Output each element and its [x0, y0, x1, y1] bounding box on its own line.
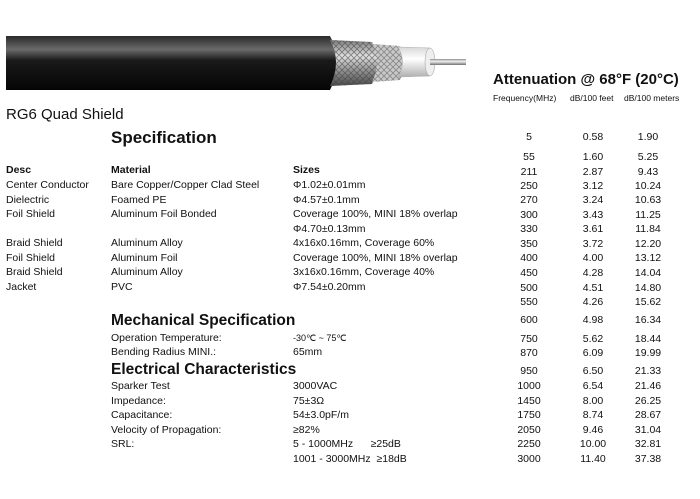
attenuation-db-per-100m: 12.20 [634, 238, 662, 250]
attenuation-db-per-100m: 13.12 [634, 252, 662, 264]
frequency-column-header: Frequency(MHz) [493, 93, 557, 103]
mechanical-label: Bending Radius MINI.: [111, 346, 217, 358]
attenuation-db-per-100ft: 5.62 [582, 333, 604, 345]
attenuation-db-per-100ft: 9.46 [582, 424, 604, 436]
attenuation-frequency: 950 [520, 365, 538, 377]
spec-material: Aluminum Foil Bonded [111, 208, 217, 220]
attenuation-db-per-100ft: 3.43 [582, 209, 604, 221]
attenuation-frequency: 1750 [517, 409, 541, 421]
attenuation-db-per-100m: 9.43 [637, 166, 659, 178]
mechanical-value: 65mm [293, 346, 323, 358]
attenuation-db-per-100m: 21.33 [634, 365, 662, 377]
desc-column-header: Desc [6, 164, 32, 176]
electrical-label: SRL: [111, 438, 135, 450]
electrical-value: 1001 - 3000MHz ≥18dB [293, 453, 407, 465]
attenuation-db-per-100ft: 4.00 [582, 252, 604, 264]
spec-desc: Jacket [6, 281, 37, 293]
attenuation-db-per-100ft: 3.61 [582, 223, 604, 235]
spec-material: Foamed PE [111, 194, 167, 206]
attenuation-db-per-100ft: 3.72 [582, 238, 604, 250]
attenuation-db-per-100ft: 6.50 [582, 365, 604, 377]
attenuation-db-per-100m: 11.25 [635, 209, 661, 221]
spec-material: Aluminum Foil [111, 252, 178, 264]
attenuation-db-per-100m: 28.67 [634, 409, 662, 421]
electrical-label: Capacitance: [111, 409, 173, 421]
spec-size: Coverage 100%, MINI 18% overlap [293, 252, 458, 264]
attenuation-db-per-100ft: 4.26 [582, 296, 604, 308]
attenuation-db-per-100m: 21.46 [634, 380, 662, 392]
attenuation-db-per-100ft: 2.87 [582, 166, 604, 178]
electrical-value: 5 - 1000MHz ≥25dB [293, 438, 401, 450]
spec-size: Φ7.54±0.20mm [293, 281, 366, 293]
attenuation-db-per-100m: 11.84 [635, 223, 661, 235]
attenuation-heading: Attenuation @ 68°F (20°C) [493, 71, 679, 88]
attenuation-db-per-100ft: 8.00 [582, 395, 604, 407]
attenuation-frequency: 330 [520, 223, 538, 235]
spec-material: Aluminum Alloy [111, 237, 183, 249]
electrical-label: Velocity of Propagation: [111, 424, 222, 436]
attenuation-db-per-100m: 26.25 [634, 395, 662, 407]
mechanical-label: Operation Temperature: [111, 332, 222, 344]
attenuation-frequency: 750 [520, 333, 538, 345]
db-per-100m-column-header: dB/100 meters [624, 93, 680, 103]
attenuation-frequency: 350 [520, 238, 538, 250]
attenuation-db-per-100m: 5.25 [637, 151, 659, 163]
attenuation-db-per-100ft: 6.09 [582, 347, 604, 359]
attenuation-db-per-100m: 14.04 [634, 267, 662, 279]
electrical-label: Sparker Test [111, 380, 170, 392]
electrical-value: 54±3.0pF/m [293, 409, 349, 421]
electrical-value: 75±3Ω [293, 395, 325, 407]
attenuation-db-per-100m: 16.34 [634, 314, 662, 326]
attenuation-db-per-100m: 19.99 [634, 347, 662, 359]
attenuation-frequency: 3000 [517, 453, 541, 465]
spec-desc: Foil Shield [6, 208, 56, 220]
spec-size: Φ4.70±0.13mm [293, 223, 366, 235]
attenuation-frequency: 1450 [517, 395, 541, 407]
spec-material: PVC [111, 281, 133, 293]
material-column-header: Material [111, 164, 151, 176]
attenuation-frequency: 5 [526, 131, 532, 143]
spec-desc: Braid Shield [6, 237, 63, 249]
attenuation-frequency: 270 [520, 194, 538, 206]
specification-heading: Specification [111, 128, 217, 147]
spec-size: Φ1.02±0.01mm [293, 179, 366, 191]
spec-size: Coverage 100%, MINI 18% overlap [293, 208, 458, 220]
spec-desc: Foil Shield [6, 252, 56, 264]
attenuation-frequency: 1000 [517, 380, 541, 392]
attenuation-db-per-100ft: 11.40 [580, 453, 606, 465]
product-title: RG6 Quad Shield [6, 106, 124, 123]
attenuation-db-per-100m: 14.80 [634, 282, 662, 294]
attenuation-db-per-100ft: 1.60 [582, 151, 604, 163]
attenuation-db-per-100m: 37.38 [634, 453, 662, 465]
attenuation-db-per-100m: 10.63 [634, 194, 662, 206]
attenuation-frequency: 870 [520, 347, 538, 359]
attenuation-frequency: 550 [520, 296, 538, 308]
spec-size: Φ4.57±0.1mm [293, 194, 360, 206]
cable-illustration [0, 28, 470, 103]
attenuation-db-per-100ft: 4.98 [582, 314, 604, 326]
spec-desc: Braid Shield [6, 266, 63, 278]
spec-size: 3x16x0.16mm, Coverage 40% [293, 266, 435, 278]
attenuation-db-per-100ft: 4.28 [582, 267, 604, 279]
electrical-heading: Electrical Characteristics [111, 361, 297, 378]
attenuation-frequency: 2250 [517, 438, 541, 450]
attenuation-frequency: 400 [520, 252, 538, 264]
attenuation-db-per-100m: 32.81 [634, 438, 662, 450]
attenuation-db-per-100m: 31.04 [634, 424, 662, 436]
electrical-value: 3000VAC [293, 380, 338, 392]
attenuation-db-per-100ft: 8.74 [582, 409, 604, 421]
attenuation-frequency: 600 [520, 314, 538, 326]
attenuation-frequency: 500 [520, 282, 538, 294]
attenuation-db-per-100ft: 3.24 [582, 194, 604, 206]
spec-desc: Dielectric [6, 194, 50, 206]
attenuation-db-per-100ft: 6.54 [582, 380, 604, 392]
mechanical-value: -30℃ ~ 75℃ [293, 333, 347, 343]
attenuation-db-per-100ft: 0.58 [582, 131, 604, 143]
attenuation-frequency: 2050 [517, 424, 541, 436]
attenuation-frequency: 450 [520, 267, 538, 279]
attenuation-db-per-100m: 18.44 [634, 333, 662, 345]
electrical-value: ≥82% [293, 424, 320, 436]
attenuation-db-per-100ft: 3.12 [582, 180, 604, 192]
attenuation-db-per-100ft: 4.51 [582, 282, 604, 294]
attenuation-db-per-100ft: 10.00 [579, 438, 607, 450]
attenuation-frequency: 211 [520, 166, 538, 178]
db-per-100ft-column-header: dB/100 feet [570, 93, 614, 103]
mechanical-heading: Mechanical Specification [111, 312, 296, 329]
attenuation-db-per-100m: 1.90 [637, 131, 659, 143]
spec-material: Aluminum Alloy [111, 266, 183, 278]
attenuation-db-per-100m: 10.24 [634, 180, 662, 192]
electrical-label: Impedance: [111, 395, 166, 407]
spec-desc: Center Conductor [6, 179, 89, 191]
attenuation-db-per-100m: 15.62 [634, 296, 662, 308]
spec-size: 4x16x0.16mm, Coverage 60% [293, 237, 435, 249]
sizes-column-header: Sizes [293, 164, 320, 176]
spec-material: Bare Copper/Copper Clad Steel [111, 179, 260, 191]
attenuation-frequency: 300 [520, 209, 538, 221]
attenuation-frequency: 55 [523, 151, 535, 163]
attenuation-frequency: 250 [520, 180, 538, 192]
